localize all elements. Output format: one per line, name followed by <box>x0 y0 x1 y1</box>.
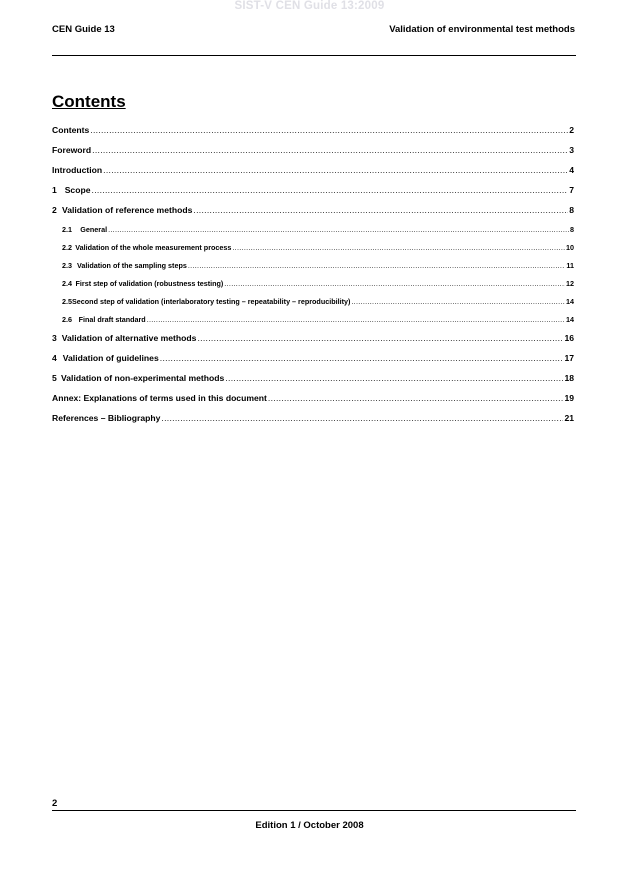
toc-entry[interactable] <box>52 373 574 393</box>
toc-entry[interactable] <box>52 145 574 165</box>
footer-page-number: 2 <box>52 798 58 809</box>
footer-rule <box>52 810 576 811</box>
toc-entry-label: Validation of reference methods <box>62 205 193 215</box>
toc-entry-label: Contents <box>52 125 90 135</box>
toc-entry[interactable] <box>52 225 574 243</box>
header-doc-id: CEN Guide 13 <box>52 24 115 35</box>
toc-entry-number: 2.3 <box>62 261 72 270</box>
toc-entry-page: 11 <box>566 261 574 270</box>
toc-dot-leader <box>103 165 568 175</box>
toc-dot-leader <box>225 373 563 383</box>
toc-entry-label: General <box>80 225 108 234</box>
toc-entry-page: 2 <box>569 125 574 135</box>
toc-entry[interactable] <box>52 315 574 333</box>
toc-entry-number: 2.1 <box>62 225 72 234</box>
toc-entry-label: First step of validation (robustness testing) <box>75 279 224 288</box>
toc-dot-leader <box>108 225 569 234</box>
toc-entry[interactable] <box>52 297 574 315</box>
toc-entry-label: Scope <box>64 185 91 195</box>
toc-dot-leader <box>224 279 565 288</box>
toc-entry[interactable] <box>52 413 574 433</box>
toc-entry-label: Validation of the whole measurement process <box>75 243 232 252</box>
toc-dot-leader <box>92 185 569 195</box>
toc-entry[interactable] <box>52 393 574 413</box>
toc-entry-number: 2 <box>52 205 57 215</box>
toc-entry-label: Validation of guidelines <box>62 353 159 363</box>
toc-entry-page: 12 <box>566 279 574 288</box>
toc-entry-label: Second step of validation (interlaboratory testing – repeatability – reproducibility) <box>72 297 351 306</box>
toc-entry-page: 7 <box>569 185 574 195</box>
toc-entry-page: 10 <box>566 243 574 252</box>
toc-dot-leader <box>147 315 565 324</box>
toc-entry-number: 5 <box>52 373 57 383</box>
toc-entry[interactable] <box>52 261 574 279</box>
toc-entry[interactable] <box>52 333 574 353</box>
toc-dot-leader <box>92 145 568 155</box>
toc-entry[interactable] <box>52 243 574 261</box>
toc-entry-label: Annex: Explanations of terms used in this document <box>52 393 267 403</box>
toc-entry-page: 3 <box>569 145 574 155</box>
toc-entry-number: 2.2 <box>62 243 72 252</box>
toc-entry[interactable] <box>52 185 574 205</box>
toc-dot-leader <box>160 353 564 363</box>
toc-dot-leader <box>161 413 563 423</box>
page-title: Contents <box>52 92 126 111</box>
toc-entry-page: 14 <box>566 297 574 306</box>
toc-entry-page: 18 <box>564 373 574 383</box>
toc-dot-leader <box>232 243 565 252</box>
toc-entry-label: Foreword <box>52 145 92 155</box>
toc-entry-number: 4 <box>52 353 57 363</box>
watermark: SIST-V CEN Guide 13:2009 <box>234 0 385 12</box>
toc-dot-leader <box>268 393 564 403</box>
toc-dot-leader <box>193 205 568 215</box>
toc-dot-leader <box>351 297 565 306</box>
toc-entry-page: 16 <box>564 333 574 343</box>
toc-entry[interactable] <box>52 353 574 373</box>
toc-entry-page: 4 <box>569 165 574 175</box>
toc-entry-page: 17 <box>564 353 574 363</box>
toc-entry-number: 1 <box>52 185 57 195</box>
toc-entry[interactable] <box>52 279 574 297</box>
toc-dot-leader <box>188 261 566 270</box>
toc-entry-label: Introduction <box>52 165 103 175</box>
toc-entry[interactable] <box>52 205 574 225</box>
toc-entry-label: Final draft standard <box>78 315 146 324</box>
toc-entry-number: 3 <box>52 333 57 343</box>
toc-entry-number: 2.5 <box>62 297 72 306</box>
toc-entry-page: 19 <box>564 393 574 403</box>
toc-entry[interactable] <box>52 165 574 185</box>
toc-entry-page: 8 <box>570 225 574 234</box>
header-rule <box>52 55 576 56</box>
table-of-contents <box>52 125 574 433</box>
toc-entry-number: 2.6 <box>62 315 72 324</box>
toc-dot-leader <box>197 333 563 343</box>
footer-edition: Edition 1 / October 2008 <box>255 820 364 831</box>
toc-entry-number: 2.4 <box>62 279 72 288</box>
toc-entry[interactable] <box>52 125 574 145</box>
toc-entry-page: 14 <box>566 315 574 324</box>
toc-entry-label: Validation of non-experimental methods <box>61 373 225 383</box>
toc-entry-page: 21 <box>564 413 574 423</box>
toc-dot-leader <box>90 125 568 135</box>
toc-entry-page: 8 <box>569 205 574 215</box>
header-doc-title: Validation of environmental test methods <box>389 24 575 35</box>
toc-entry-label: Validation of the sampling steps <box>77 261 187 270</box>
toc-entry-label: Validation of alternative methods <box>61 333 197 343</box>
toc-entry-label: References – Bibliography <box>52 413 161 423</box>
